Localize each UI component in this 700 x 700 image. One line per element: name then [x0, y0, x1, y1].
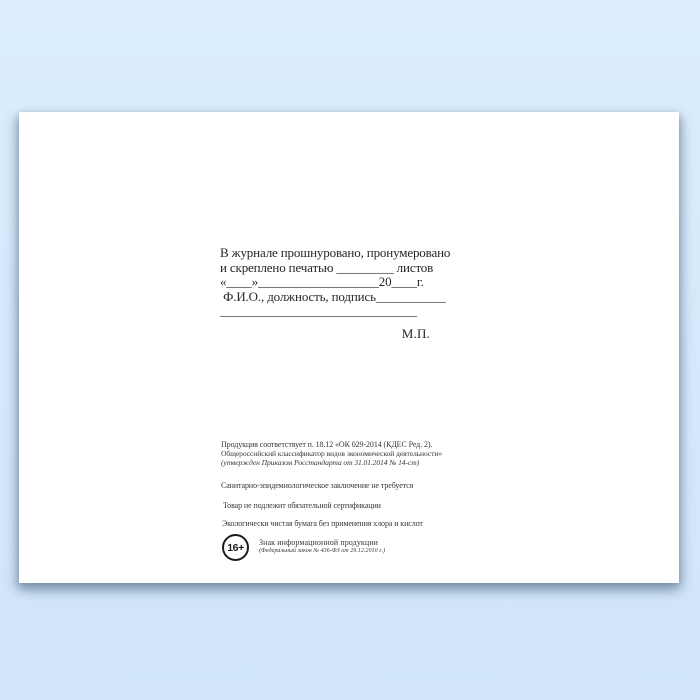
age-rating-16-icon: 16+ — [222, 534, 249, 561]
info-product-mark-title: Знак информационной продукции — [259, 538, 379, 547]
compliance-line-2: Общероссийский классификатор видов экономической деятельности» — [221, 449, 443, 458]
age-mark-text — [259, 534, 385, 555]
stitch-line-3: «____»___________________20____г. — [220, 274, 424, 289]
note-eco-paper: Экологически чистая бумага без применения хлора и кислот — [222, 519, 423, 528]
seal-place-abbr: М.П. — [401, 325, 430, 341]
note-sanitary: Санитарно-эпидемиологическое заключение не требуется — [221, 481, 414, 490]
stitching-certification-block — [220, 245, 451, 341]
compliance-line-1: Продукция соответствует п. 18.12 «ОК 029-2014 (КДЕС Ред. 2). — [221, 440, 433, 449]
stitch-line-5: _______________________________ — [220, 303, 417, 318]
note-certification: Товар не подлежит обязательной сертификации — [223, 501, 381, 510]
compliance-line-3: (утвержден Приказом Росстандарта от 31.01.2014 № 14-ст) — [221, 458, 420, 467]
age-mark-row — [222, 534, 481, 561]
stitch-line-2: и скреплено печатью _________ листов — [220, 259, 434, 275]
info-product-mark-law: (Федеральный закон № 436-ФЗ от 29.12.2010 г.) — [259, 548, 386, 554]
journal-back-cover-page — [19, 112, 679, 583]
stitch-line-4: Ф.И.О., должность, подпись___________ — [220, 288, 446, 304]
product-info-block — [221, 440, 481, 561]
stitch-line-1: В журнале прошнуровано, пронумеровано — [220, 245, 451, 260]
